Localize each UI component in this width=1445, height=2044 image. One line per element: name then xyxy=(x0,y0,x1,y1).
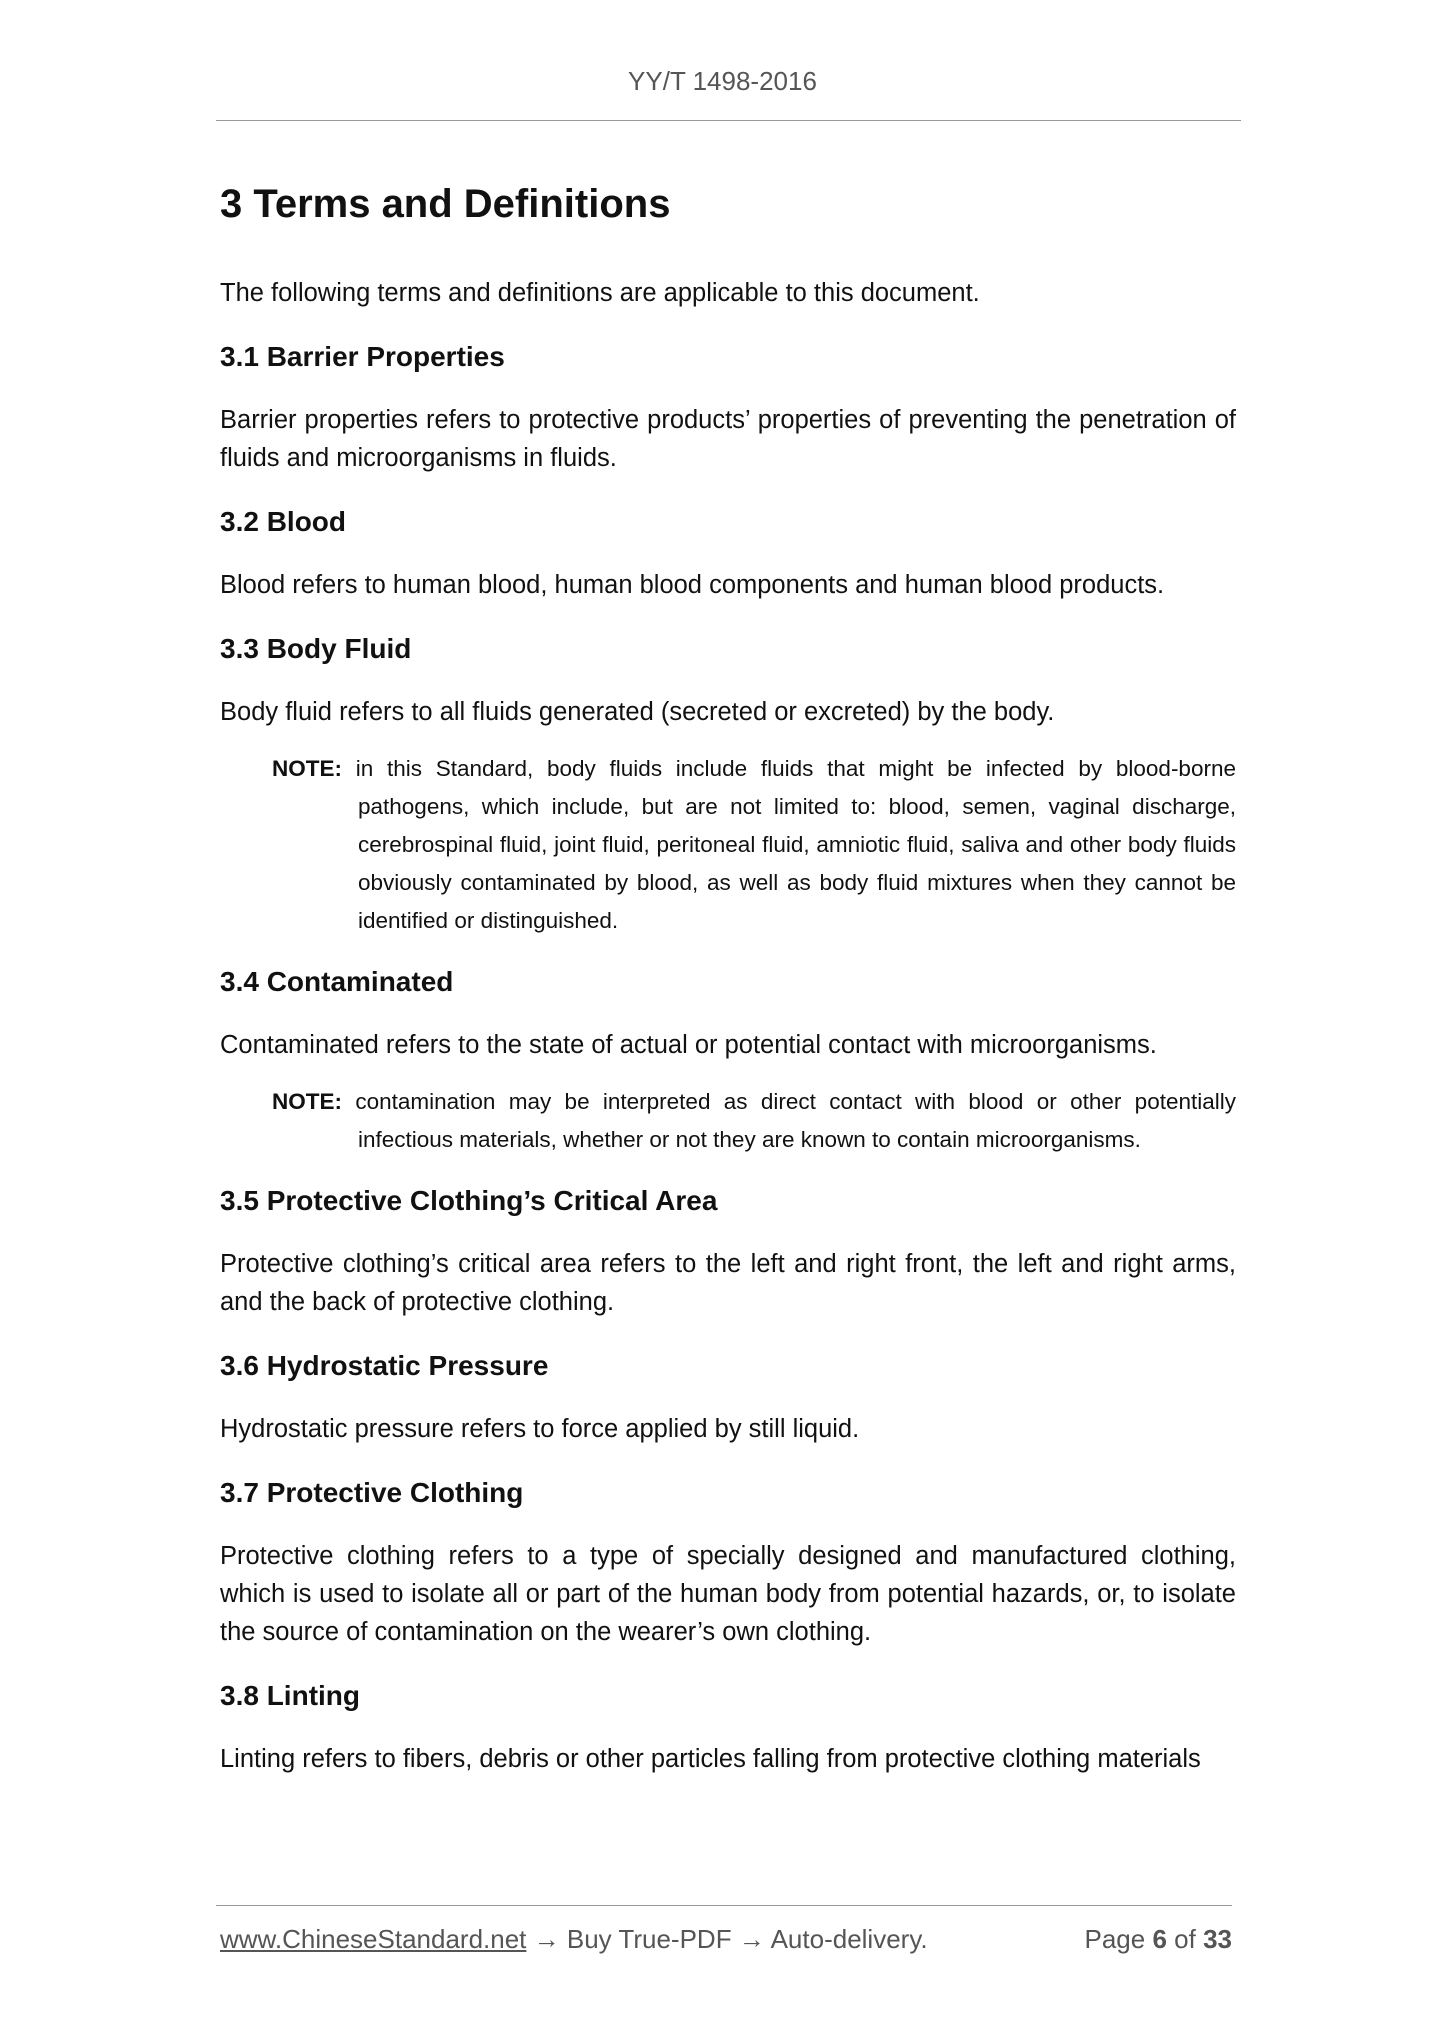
website-link[interactable]: www.ChineseStandard.net xyxy=(220,1924,527,1954)
note-text: in this Standard, body fluids include fluids that might be infected by blood-borne pathogens, which include, but are not limited to: blood, semen, vaginal discharge, cerebrospinal fluid, joint fluid, peritoneal fluid, amniotic fluid, saliva and other body fluids obviously contaminated by blood, as well as body fluid mixtures when they cannot be identified or distinguished. xyxy=(355,756,1236,933)
term-definition-protective-clothing: Protective clothing refers to a type of specially designed and manufactured clothing, which is used to isolate all or part of the human body from potential hazards, or, to isolate the source of contamination on the wearer’s own clothing. xyxy=(220,1542,1236,1646)
term-definition-barrier-properties: Barrier properties refers to protective products’ properties of preventing the penetration of fluids and microorganisms in fluids. xyxy=(220,406,1236,472)
term-definition-linting: Linting refers to fibers, debris or other particles falling from protective clothing materials xyxy=(220,1745,1201,1773)
term-definition-blood: Blood refers to human blood, human blood components and human blood products. xyxy=(220,571,1165,599)
section-intro: The following terms and definitions are applicable to this document. xyxy=(220,279,980,307)
term-heading-blood: 3.2 Blood xyxy=(220,506,347,537)
term-definition-critical-area: Protective clothing’s critical area refers to the left and right front, the left and right arms, and the back of protective clothing. xyxy=(220,1250,1236,1316)
document-code: YY/T 1498-2016 xyxy=(628,66,817,96)
term-heading-protective-clothing: 3.7 Protective Clothing xyxy=(220,1477,524,1508)
term-definition-body-fluid: Body fluid refers to all fluids generated (secreted or excreted) by the body. xyxy=(220,698,1055,726)
term-heading-barrier-properties: 3.1 Barrier Properties xyxy=(220,341,505,372)
section-title: 3 Terms and Definitions xyxy=(220,182,671,226)
note-label: NOTE: xyxy=(272,1089,342,1114)
footer-promo xyxy=(220,1924,928,1955)
page-number xyxy=(1084,1924,1232,1955)
term-definition-contaminated: Contaminated refers to the state of actual or potential contact with microorganisms. xyxy=(220,1031,1157,1059)
term-heading-linting: 3.8 Linting xyxy=(220,1680,360,1711)
note-label: NOTE: xyxy=(272,756,342,781)
page-content xyxy=(220,178,1236,1803)
page-total: 33 xyxy=(1203,1924,1232,1954)
header-divider xyxy=(216,120,1241,121)
note-contaminated xyxy=(272,1083,1236,1159)
page-current: 6 xyxy=(1152,1924,1167,1954)
note-body-fluid xyxy=(272,750,1236,940)
term-heading-contaminated: 3.4 Contaminated xyxy=(220,966,454,997)
page-of: of xyxy=(1174,1924,1196,1954)
term-heading-critical-area: 3.5 Protective Clothing’s Critical Area xyxy=(220,1185,718,1216)
footer-divider xyxy=(216,1905,1232,1906)
note-text: contamination may be interpreted as direct contact with blood or other potentially infectious materials, whether or not they are known to contain microorganisms. xyxy=(355,1089,1236,1152)
term-heading-hydrostatic-pressure: 3.6 Hydrostatic Pressure xyxy=(220,1350,549,1381)
footer-promo-text: → Buy True-PDF → Auto-delivery. xyxy=(533,1924,928,1954)
page-prefix: Page xyxy=(1084,1924,1146,1954)
term-heading-body-fluid: 3.3 Body Fluid xyxy=(220,633,412,664)
term-definition-hydrostatic-pressure: Hydrostatic pressure refers to force applied by still liquid. xyxy=(220,1415,860,1443)
